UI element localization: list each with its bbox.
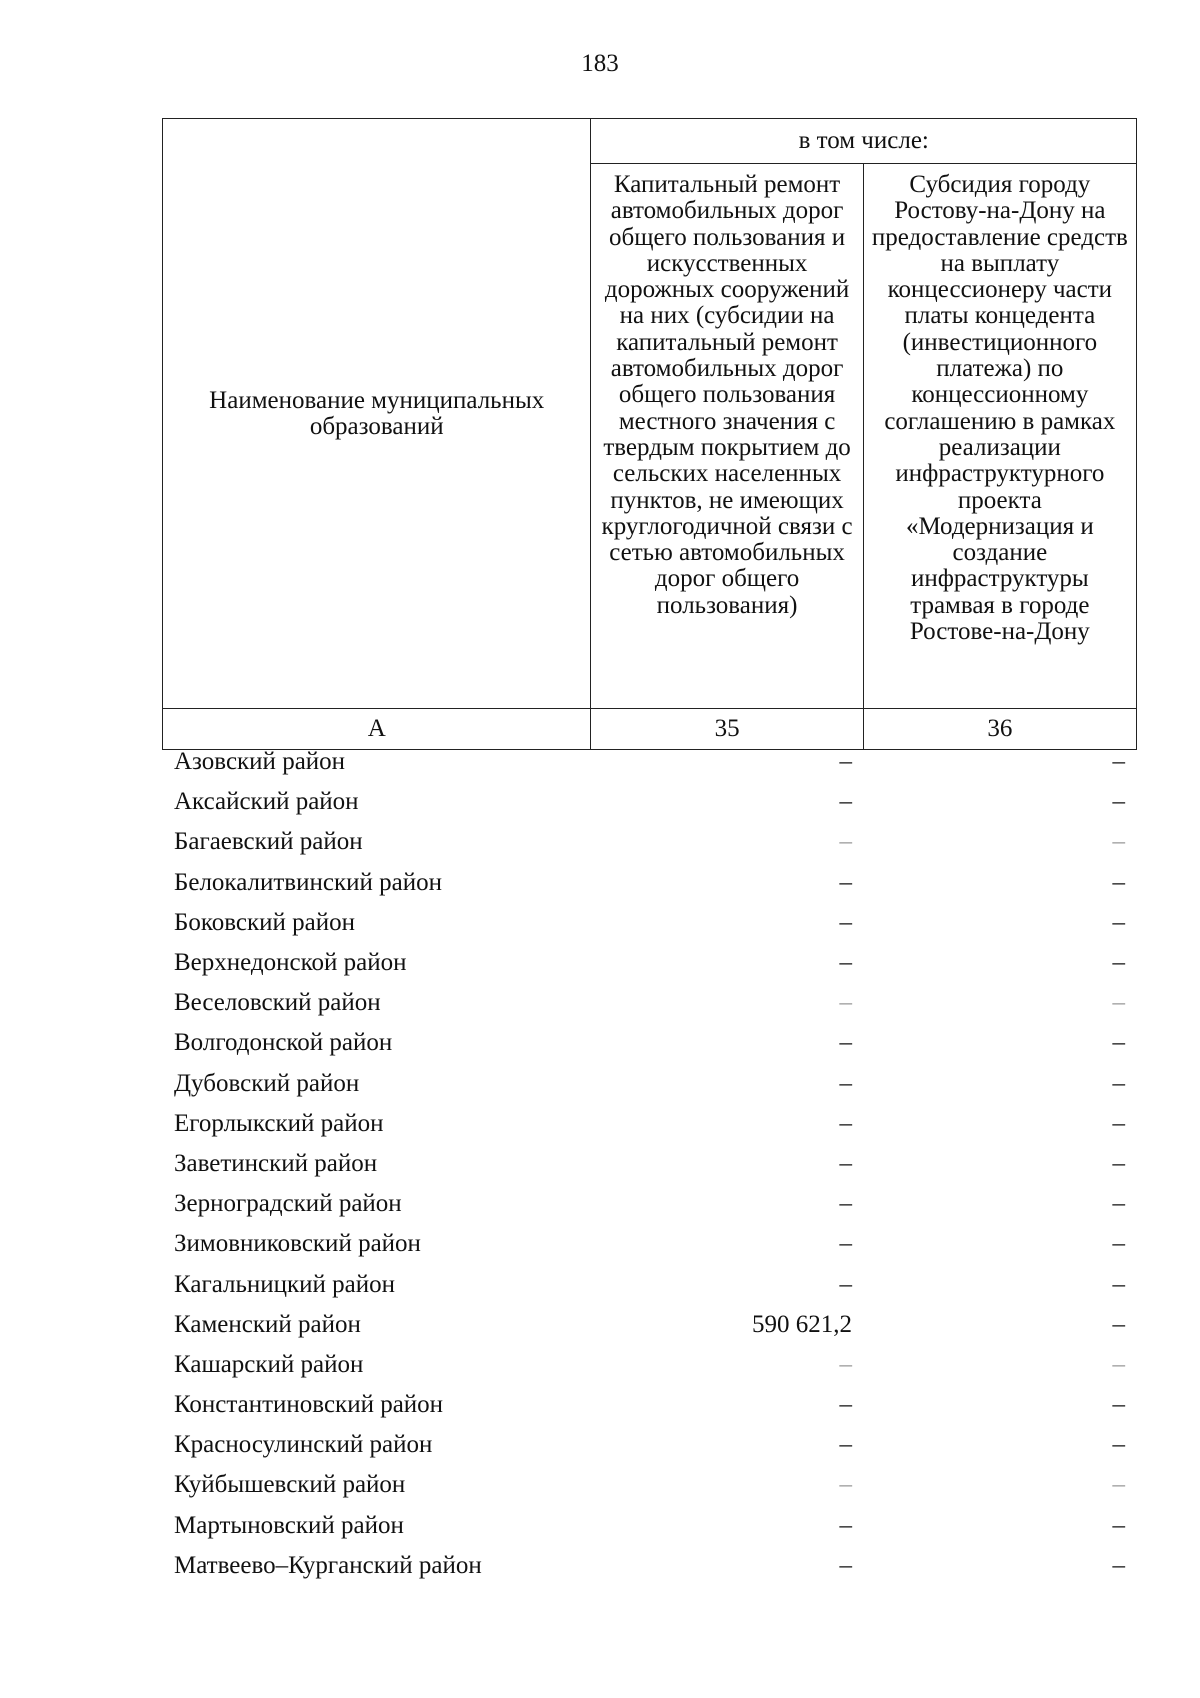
value-col-36: –	[1112, 788, 1125, 816]
municipality-name: Веселовский район	[174, 989, 381, 1017]
value-col-35: –	[839, 1431, 852, 1459]
municipality-name: Кашарский район	[174, 1350, 364, 1378]
value-col-36: –	[1112, 1190, 1125, 1218]
value-col-35: –	[839, 989, 852, 1017]
table-row	[162, 1305, 1137, 1345]
header-col-36-title: Субсидия городу Ростову-на-Дону на предоставление средств на выплату концессионеру части платы концедента (инвестиционного платежа) по концессионному соглашению в рамках реализации инфраструктурного проекта «Модернизация и создание инфраструктуры трамвая в городе Ростове-на-Дону	[863, 164, 1136, 709]
value-col-36: –	[1112, 748, 1125, 776]
header-municipality-name: Наименование муниципальных образований	[163, 119, 591, 709]
value-col-36: –	[1112, 868, 1125, 896]
table-row	[162, 1345, 1137, 1385]
municipality-name: Азовский район	[174, 748, 346, 776]
value-col-36: –	[1112, 949, 1125, 977]
table-row	[162, 943, 1137, 983]
municipality-name: Каменский район	[174, 1310, 361, 1338]
value-col-35: –	[839, 1230, 852, 1258]
municipality-name: Белокалитвинский район	[174, 868, 442, 896]
header-code-35: 35	[591, 709, 863, 750]
municipality-name: Аксайский район	[174, 788, 359, 816]
value-col-36: –	[1112, 1069, 1125, 1097]
municipality-name: Боковский район	[174, 908, 355, 936]
value-col-36: –	[1112, 1230, 1125, 1258]
value-col-35: –	[839, 1350, 852, 1378]
header-col-35-title: Капитальный ремонт автомобильных дорог общего пользования и искусственных дорожных сооружений на них (субсидии на капитальный ремонт автомобильных дорог общего пользования местного значения с твердым покрытием до сельских населенных пунктов, не имеющих круглогодичной связи с сетью автомобильных дорог общего пользования)	[591, 164, 863, 709]
value-col-36: –	[1112, 1109, 1125, 1137]
municipality-name: Зимовниковский район	[174, 1230, 421, 1258]
value-col-36: –	[1112, 1551, 1125, 1579]
municipality-name: Мартыновский район	[174, 1511, 404, 1539]
table-row	[162, 1506, 1137, 1546]
table-row	[162, 1264, 1137, 1304]
table-row	[162, 1104, 1137, 1144]
header-code-a: А	[163, 709, 591, 750]
value-col-35: –	[839, 868, 852, 896]
value-col-35: –	[839, 1471, 852, 1499]
value-col-36: –	[1112, 1471, 1125, 1499]
table-row	[162, 1224, 1137, 1264]
value-col-35: –	[839, 949, 852, 977]
municipality-name: Зерноградский район	[174, 1190, 402, 1218]
municipality-name: Егорлыкский район	[174, 1109, 384, 1137]
table-row	[162, 863, 1137, 903]
municipality-name: Багаевский район	[174, 828, 363, 856]
page-number: 183	[581, 50, 619, 77]
municipality-name: Верхнедонской район	[174, 949, 407, 977]
value-col-36: –	[1112, 1350, 1125, 1378]
municipality-name: Константиновский район	[174, 1391, 444, 1419]
municipality-name: Куйбышевский район	[174, 1471, 406, 1499]
value-col-36: –	[1112, 828, 1125, 856]
value-col-35: –	[839, 1109, 852, 1137]
table-body	[162, 742, 1137, 1586]
value-col-36: –	[1112, 1270, 1125, 1298]
table-row	[162, 1465, 1137, 1505]
table-row	[162, 983, 1137, 1023]
value-col-35: –	[839, 1029, 852, 1057]
value-col-35: –	[839, 788, 852, 816]
value-col-36: –	[1112, 1149, 1125, 1177]
value-col-36: –	[1112, 1391, 1125, 1419]
value-col-36: –	[1112, 989, 1125, 1017]
value-col-35: –	[839, 828, 852, 856]
table-row	[162, 742, 1137, 782]
table-row	[162, 903, 1137, 943]
value-col-36: –	[1112, 1310, 1125, 1338]
municipality-name: Матвеево–Курганский район	[174, 1551, 482, 1579]
value-col-36: –	[1112, 1029, 1125, 1057]
municipality-name: Волгодонской район	[174, 1029, 393, 1057]
value-col-35: –	[839, 908, 852, 936]
table-row	[162, 782, 1137, 822]
value-col-36: –	[1112, 1511, 1125, 1539]
header-including-group: в том числе:	[591, 119, 1137, 164]
table-header	[162, 118, 1137, 750]
value-col-35: –	[839, 1551, 852, 1579]
table-row	[162, 1144, 1137, 1184]
value-col-35: –	[839, 748, 852, 776]
value-col-35: –	[839, 1069, 852, 1097]
value-col-35: –	[839, 1511, 852, 1539]
municipality-name: Красносулинский район	[174, 1431, 433, 1459]
value-col-36: –	[1112, 908, 1125, 936]
value-col-35: –	[839, 1391, 852, 1419]
table-row	[162, 1546, 1137, 1586]
table-row	[162, 822, 1137, 862]
value-col-35: –	[839, 1190, 852, 1218]
value-col-35: 590 621,2	[752, 1310, 852, 1338]
value-col-35: –	[839, 1270, 852, 1298]
table-row	[162, 1425, 1137, 1465]
municipality-name: Заветинский район	[174, 1149, 378, 1177]
value-col-35: –	[839, 1149, 852, 1177]
table-row	[162, 1385, 1137, 1425]
municipality-name: Дубовский район	[174, 1069, 360, 1097]
table-row	[162, 1023, 1137, 1063]
header-code-36: 36	[863, 709, 1136, 750]
table-row	[162, 1184, 1137, 1224]
table-row	[162, 1064, 1137, 1104]
value-col-36: –	[1112, 1431, 1125, 1459]
municipality-name: Кагальницкий район	[174, 1270, 396, 1298]
